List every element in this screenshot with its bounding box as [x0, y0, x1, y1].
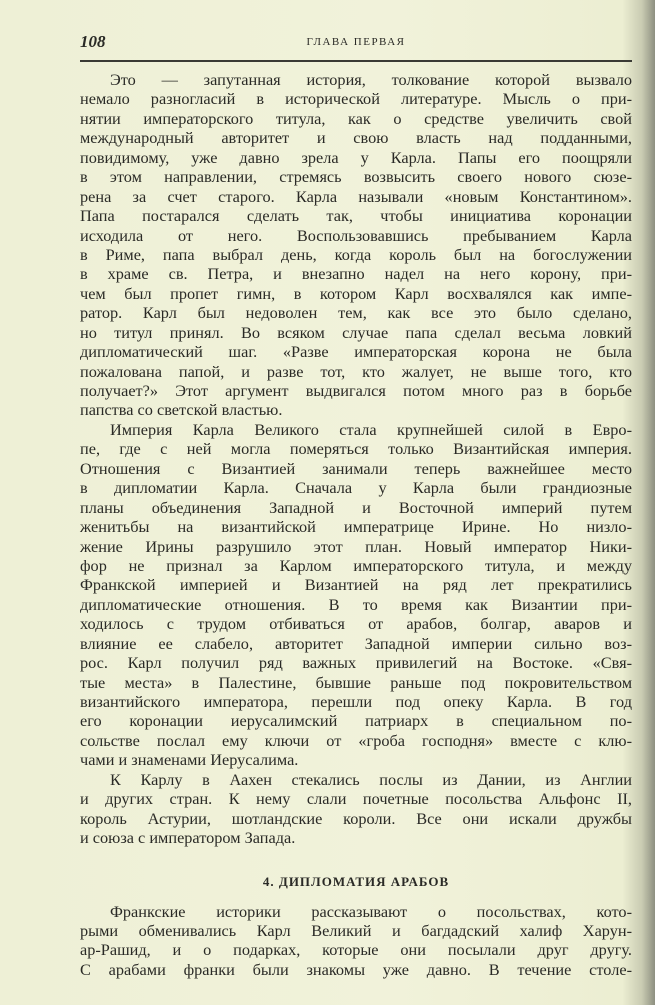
- text-line: влияние ее слабело, авторитет Западной империи сильно воз-: [80, 633, 632, 653]
- text-line: Это — запутанная история, толкование которой вызвало: [110, 70, 632, 89]
- text-line: сольстве послал ему ключи от «гроба господня» вместе с клю-: [80, 730, 632, 750]
- section-heading: 4. ДИПЛОМАТИЯ АРАБОВ: [262, 873, 450, 889]
- text-line: в этом направлении, стремясь возвысить своего нового сюзе-: [80, 167, 632, 187]
- running-title: ГЛАВА ПЕРВАЯ: [306, 36, 406, 48]
- text-line: исходила от него. Воспользовавшись пребыванием Карла: [80, 225, 632, 245]
- text-line: чами и знаменами Иерусалима.: [80, 750, 299, 770]
- text-line: чем был пропет гимн, в котором Карл восхвалялся как импе-: [80, 283, 632, 303]
- text-line: С арабами франки были знакомы уже давно. В течение столе-: [80, 959, 632, 979]
- text-line: рыми обменивались Карл Великий и багдадский халиф Харун-: [80, 920, 632, 940]
- text-line: в Риме, папа выбрал день, когда король был на богослужении: [80, 244, 632, 264]
- text-line: получает?» Этот аргумент выдвигался потом много раз в борьбе: [80, 381, 632, 400]
- text-line: в храме св. Петра, и внезапно надел на него корону, при-: [80, 264, 632, 284]
- text-line: женитьбы на византийской императрице Ирине. Но низло-: [80, 517, 632, 537]
- text-line: Империя Карла Великого стала крупнейшей силой в Евро-: [110, 419, 632, 439]
- text-line: немало разногласий в исторической литературе. Мысль о при-: [80, 89, 632, 109]
- page-number: 108: [80, 32, 106, 51]
- text-line: планы объединения Западной и Восточной империй путем: [80, 497, 632, 517]
- paragraph: [80, 770, 632, 848]
- text-line: дипломатические отношения. В то время как Византии при-: [80, 594, 632, 614]
- text-line: пе, где с ней могла померяться только Византийская империя.: [80, 439, 632, 459]
- text-line: международный авторитет и свою власть над подданными,: [80, 128, 632, 148]
- body-text: [80, 70, 632, 979]
- text-line: повидимому, уже давно зрела у Карла. Папы его поощряли: [80, 147, 632, 167]
- text-line: ар-Рашид, и о подарках, которые они посылали друг другу.: [80, 940, 632, 960]
- header-rule: [80, 60, 632, 62]
- text-line: византийского императора, перешли под опеку Карла. В год: [80, 692, 632, 711]
- text-line: ратор. Карл был недоволен тем, как все это было сделано,: [80, 303, 632, 323]
- text-line: и союза с императором Запада.: [80, 828, 296, 848]
- text-line: нятии императорского титула, как о средстве увеличить свой: [80, 108, 632, 128]
- text-line: тые места» в Палестине, бывшие раньше под покровительством: [80, 672, 632, 692]
- text-line: и других стран. К нему слали почетные посольства Альфонс II,: [80, 789, 632, 809]
- text-line: дипломатический шаг. «Разве императорская корона не была: [80, 342, 632, 362]
- section-spacer: [80, 848, 632, 868]
- text-line: в дипломатии Карла. Сначала у Карла были грандиозные: [80, 478, 632, 498]
- paragraph: [80, 70, 632, 420]
- text-line: ходилось с трудом отбиваться от арабов, болгар, аваров и: [80, 614, 632, 634]
- text-line: фор не признал за Карлом императорского титула, и между: [80, 555, 632, 575]
- text-line: пожалована папой, и разве тот, кто жалует, не выше того, кто: [80, 361, 632, 381]
- text-line: папства со светской властью.: [80, 400, 283, 420]
- paragraph: [80, 902, 632, 980]
- text-line: рос. Карл получил ряд важных привилегий на Востоке. «Свя-: [80, 653, 632, 673]
- text-line: Франкской империей и Византией на ряд лет прекратились: [80, 575, 632, 595]
- text-line: Отношения с Византией занимали теперь важнейшее место: [80, 458, 632, 478]
- text-line: рена за счет старого. Карла называли «новым Константином».: [80, 186, 632, 206]
- text-line: Папа постарался сделать так, чтобы инициатива коронации: [80, 206, 632, 226]
- paragraph: [80, 420, 632, 770]
- text-line: Франкские историки рассказывают о посольствах, кото-: [110, 901, 632, 921]
- text-line: К Карлу в Аахен стекались послы из Дании, из Англии: [110, 769, 632, 789]
- text-line: король Астурии, шотландские короли. Все они искали дружбы: [80, 808, 632, 828]
- text-line: жение Ирины разрушило этот план. Новый император Ники-: [80, 536, 632, 556]
- text-line: но титул принял. Во всяком случае папа сделал весьма ловкий: [80, 322, 632, 342]
- page-header: [80, 32, 632, 56]
- text-line: его коронации иерусалимский патриарх в специальном по-: [80, 711, 632, 731]
